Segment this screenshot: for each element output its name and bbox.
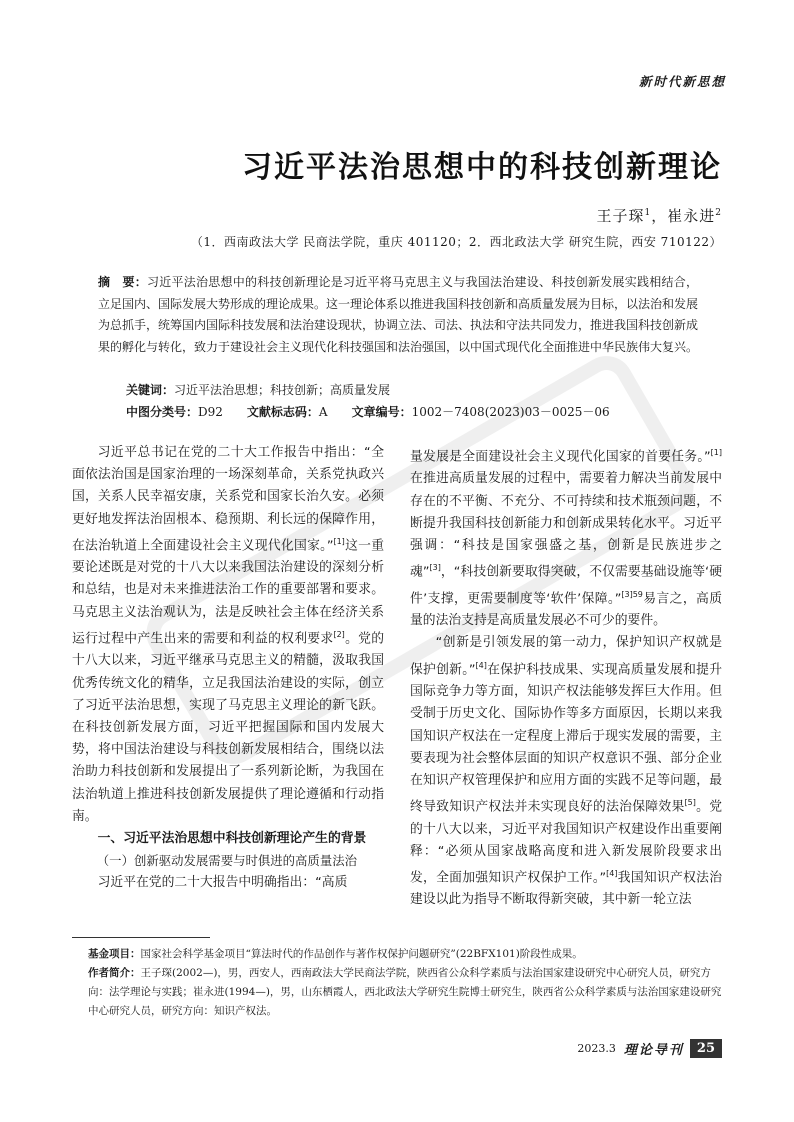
author-affil-marker: 2 bbox=[715, 208, 722, 218]
body-column-left bbox=[72, 442, 384, 895]
author-affil-marker: 1 bbox=[644, 208, 652, 218]
doc-code-value: A bbox=[318, 405, 328, 419]
citation-ref: [5] bbox=[684, 798, 696, 808]
page-footer bbox=[577, 1039, 722, 1058]
author-name: 王子琛 bbox=[596, 207, 645, 225]
citation-ref: [2] bbox=[333, 629, 345, 639]
body-paragraph: “创新是引领发展的第一动力，保护知识产权就是保护创新。”[4]在保护科技成果、实现高质量发展和提升国际竞争力等方面，知识产权法能够发挥巨大作用。但受制于历史文化、国际协作等多方面原因，长期以来我国知识产权法在一定程度上滞后于现实发展的需要，主要表现为社会整体层面的知识产权意识不强、部分企业在知识产权管理保护和应用方面的实践不足等问题，最终导致知识产权法并未实现良好的法治保障效果[5]。党的十八大以来，习近平对我国知识产权建设作出重要阐释：“必须从国家战略高度和进入新发展阶段要求出发，全面加强知识产权保护工作。”[4]我国知识产权法治建设以此为指导不断取得新突破，其中新一轮立法 bbox=[410, 635, 723, 908]
author-bio-label: 作者简介： bbox=[88, 967, 141, 979]
body-paragraph: 量发展是全面建设社会主义现代化国家的首要任务。”[1]在推进高质量发展的过程中，需要着力解决当前发展中存在的不平衡、不充分、不可持续和技术瓶颈问题，不断提升我国科技创新能力和创新成果转化水平。习近平强调：“科技是国家强盛之基，创新是民族进步之魂”[3]，“科技创新要取得突破，不仅需要基础设施等‘硬件’支撑，更需要制度等‘软件’保障。”$^{[3]59}$易言之，高质量的法治支持是高质量发展必不可少的要件。 bbox=[410, 448, 723, 629]
keywords-line bbox=[126, 381, 390, 398]
issue-date: 2023.3 bbox=[577, 1042, 616, 1055]
author-separator: ， bbox=[651, 207, 668, 225]
affiliations: （1．西南政法大学 民商法学院，重庆 401120；2．西北政法大学 研究生院，西安 710122） bbox=[190, 235, 722, 249]
clc-value: D92 bbox=[198, 405, 223, 419]
citation-ref: [4] bbox=[475, 660, 487, 670]
section-header: 新时代新思想 bbox=[638, 74, 726, 89]
author-note: 作者简介：王子琛(2002—)，男，西安人，西南政法大学民商法学院，陕西省公众科学素质与法治国家建设研究中心研究人员，研究方向：法学理论与实践；崔永进(1994—)，男，山东栖霞人，西北政法大学研究生院博士研究生，陕西省公众科学素质与法治国家建设研究中心研究人员，研究方向：知识产权法。 bbox=[88, 967, 722, 1017]
article-no-label: 文章编号： bbox=[351, 405, 412, 419]
footnote-divider bbox=[72, 937, 210, 938]
doc-code-label: 文献标志码： bbox=[246, 405, 319, 419]
citation-ref: [3] bbox=[429, 563, 441, 573]
fund-label: 基金项目： bbox=[88, 948, 141, 960]
citation-ref: [1] bbox=[710, 448, 722, 457]
abstract-text: 习近平法治思想中的科技创新理论是习近平将马克思主义与我国法治建设、科技创新发展实践相结合，立足国内、国际发展大势形成的理论成果。这一理论体系以推进我国科技创新和高质量发展为目标，以法治和发展为总抓手，统筹国内国际科技发展和法治建设现状，协调立法、司法、执法和守法共同发力，推进我国科技创新成果的孵化与转化，致力于建设社会主义现代化科技强国和法治强国，以中国式现代化全面推进中华民族伟大复兴。 bbox=[98, 275, 699, 354]
subsection-heading: （一）创新驱动发展需要与时俱进的高质量法治 bbox=[96, 853, 357, 869]
keywords-text: 习近平法治思想；科技创新；高质量发展 bbox=[174, 383, 391, 397]
author-line bbox=[596, 205, 722, 226]
article-title: 习近平法治思想中的科技创新理论 bbox=[242, 150, 722, 185]
footnotes bbox=[88, 945, 724, 1021]
body-paragraph: 习近平总书记在党的二十大工作报告中指出：“全面依法治国是国家治理的一场深刻革命，关系党执政兴国，关系人民幸福安康，关系党和国家长治久安。必须更好地发挥法治固根本、稳预期、利长远的保障作用，在法治轨道上全面建设社会主义现代化国家。”[1]这一重要论述既是对党的十八大以来我国法治建设的深刻分析和总结，也是对未来推进法治工作的重要部署和要求。马克思主义法治观认为，法是反映社会主体在经济关系运行过程中产生出来的需要和利益的权利要求[2]。党的十八大以来，习近平继承马克思主义的精髓，汲取我国优秀传统文化的精华，立足我国法治建设的实际，创立了习近平法治思想，实现了马克思主义理论的新飞跃。在科技创新发展方面，习近平把握国际和国内发展大势，将中国法治建设与科技创新发展相结合，围绕以法治助力科技创新和发展提出了一系列新论断，为我国在法治轨道上推进科技创新发展提供了理论遵循和行动指南。 bbox=[72, 445, 385, 824]
author-name: 崔永进 bbox=[667, 207, 716, 225]
abstract-label: 摘 要： bbox=[98, 275, 147, 289]
keywords-label: 关键词： bbox=[126, 383, 175, 397]
clc-label: 中图分类号： bbox=[126, 405, 199, 419]
fund-note: 基金项目：国家社会科学基金项目“算法时代的作品创作与著作权保护问题研究”(22BFX101)阶段性成果。 bbox=[88, 948, 583, 960]
page-number: 25 bbox=[690, 1039, 722, 1058]
citation-ref: [1] bbox=[333, 536, 345, 546]
body-paragraph: 习近平在党的二十大报告中明确指出：“高质 bbox=[97, 875, 348, 891]
section-heading: 一、习近平法治思想中科技创新理论产生的背景 bbox=[97, 830, 367, 846]
body-column-right bbox=[410, 442, 722, 912]
citation-ref: [3]59 bbox=[621, 589, 643, 599]
abstract bbox=[98, 272, 698, 358]
article-no-value: 1002－7408(2023)03－0025－06 bbox=[411, 405, 610, 419]
journal-name: 理论导刊 bbox=[623, 1043, 684, 1058]
classification-line bbox=[126, 403, 610, 420]
citation-ref: [4] bbox=[606, 868, 618, 878]
